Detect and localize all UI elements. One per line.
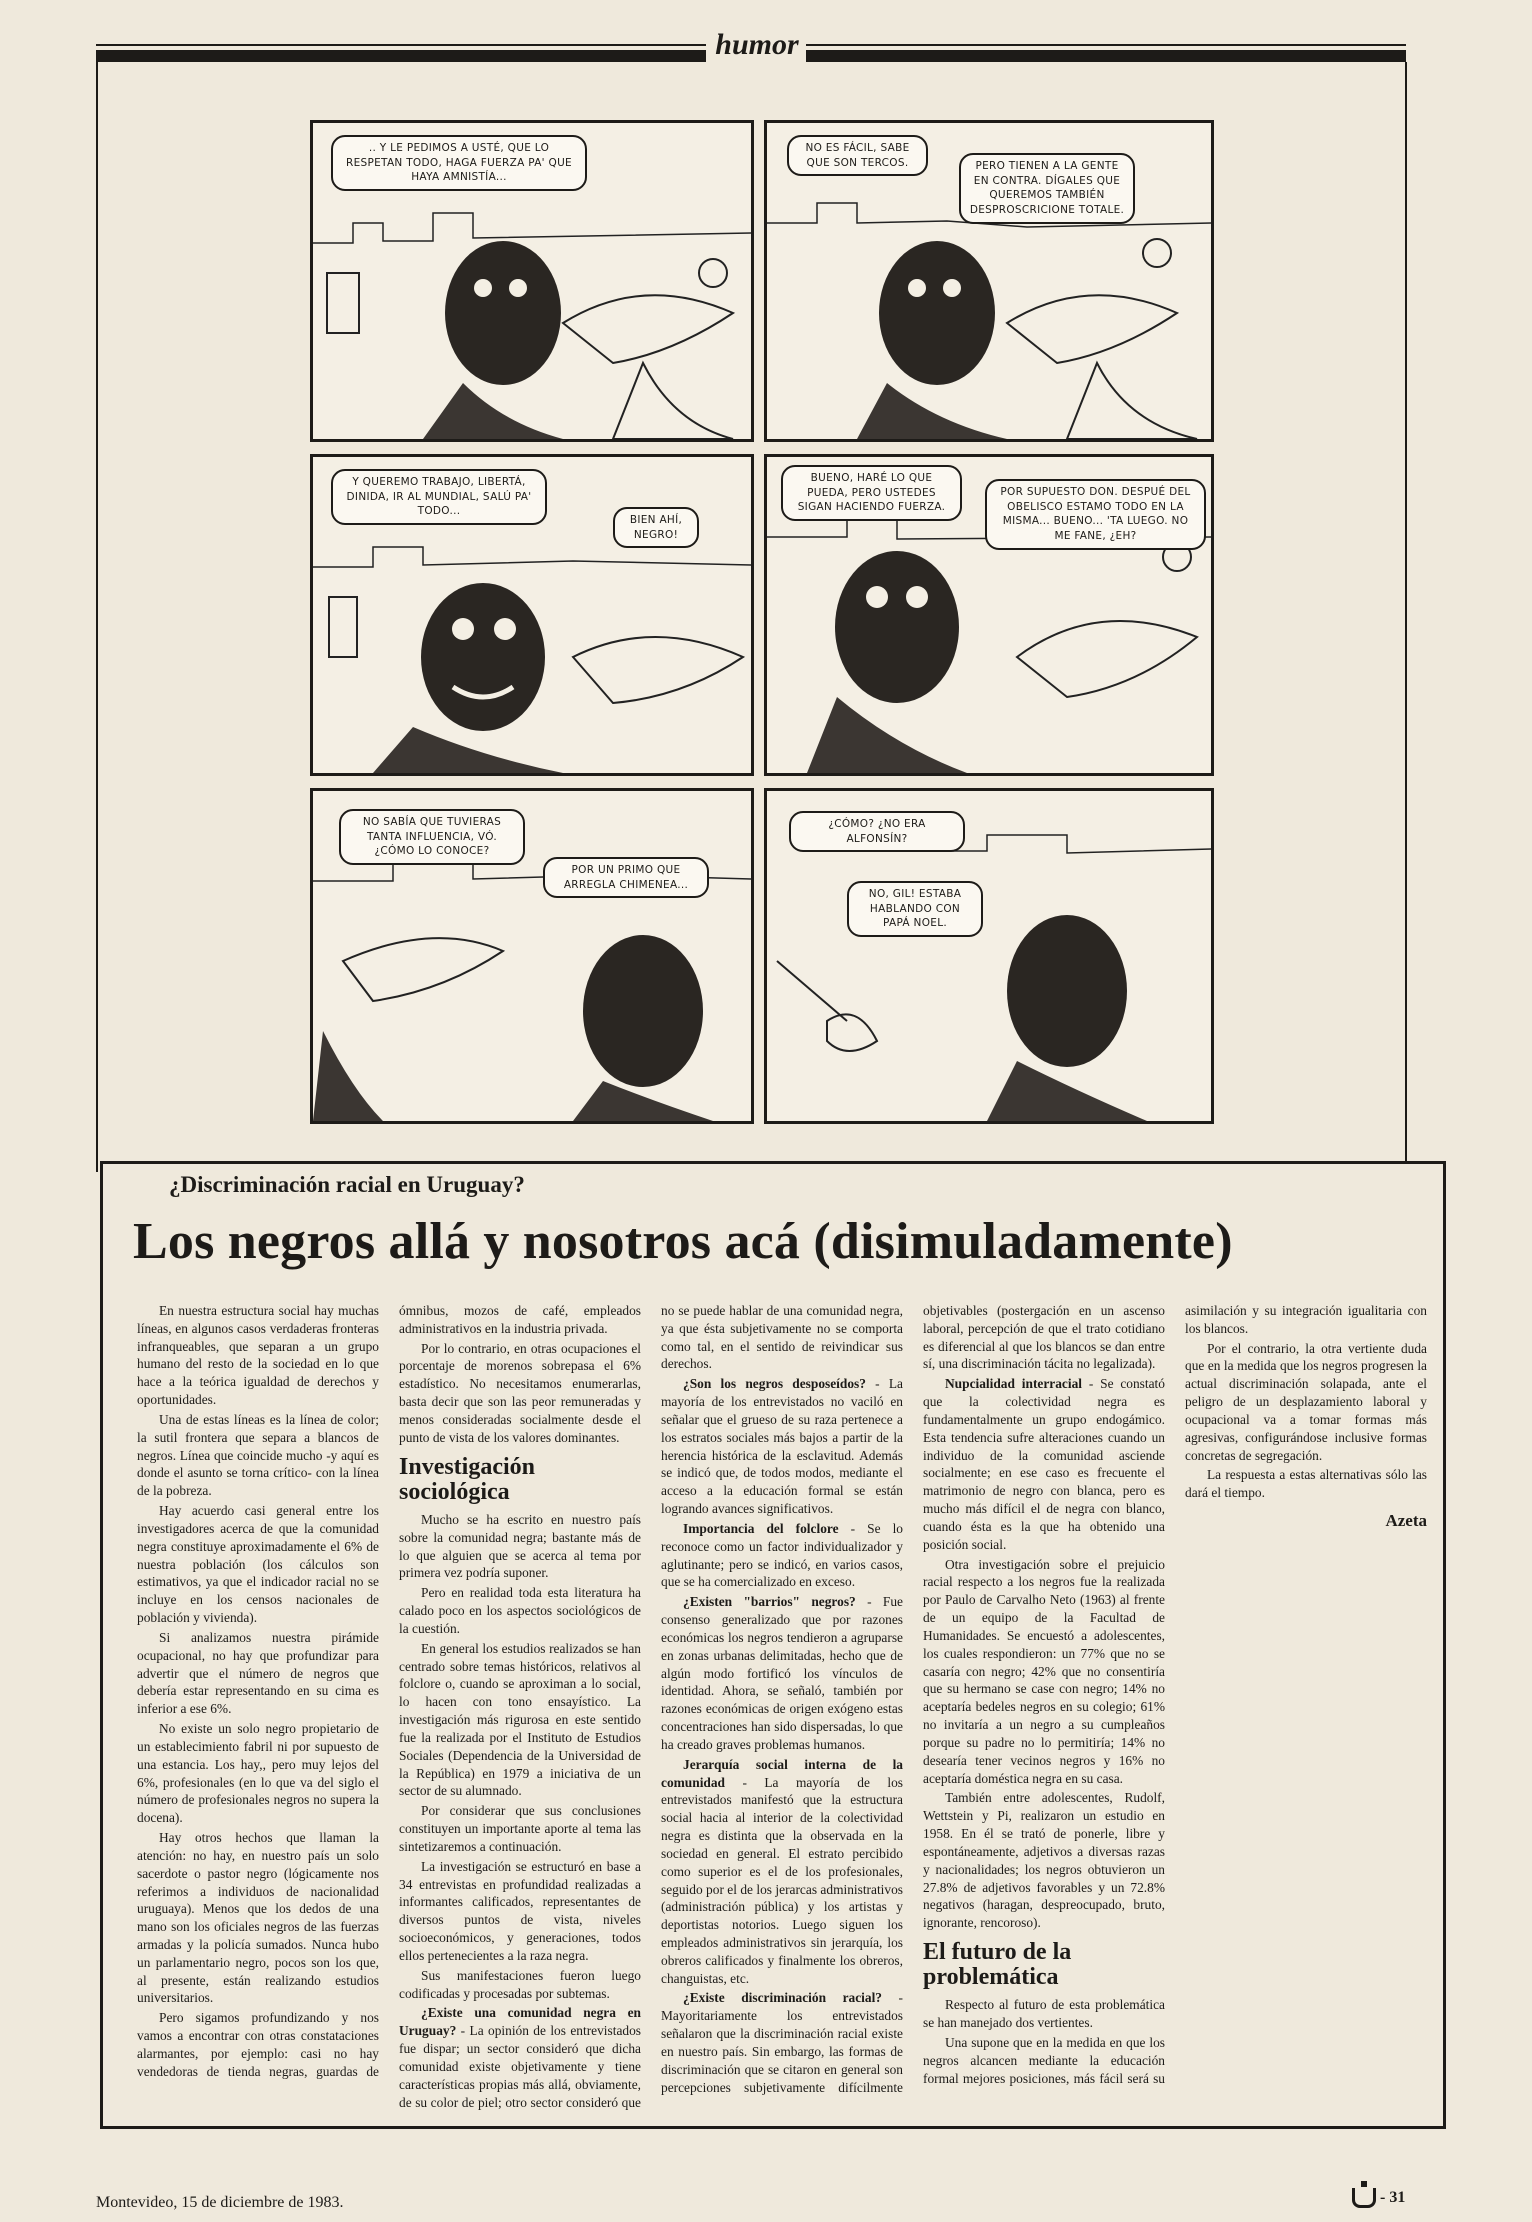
paragraph-text: - Se lo reconoce como un factor individualizador y aglutinante; pero se indicó, en varios casos, que se ha comercializado en exceso. bbox=[661, 1520, 903, 1590]
paragraph bbox=[661, 1520, 903, 1591]
paragraph: Por lo contrario, en otras ocupaciones el porcentaje de morenos sobrepasa el 6% estadístico. No necesitamos enumerarlas, basta decir que son las peor remuneradas y menos consideradas socialmente desde el punto de vista de los valores dominantes. bbox=[399, 1340, 641, 1445]
question-lead: Nupcialidad interracial bbox=[945, 1376, 1083, 1392]
article-headline: Los negros allá y nosotros acá (disimuladamente) bbox=[133, 1213, 1233, 1270]
magazine-logo-icon bbox=[1352, 2188, 1376, 2208]
speech-bubble: PERO TIENEN A LA GENTE EN CONTRA. DÍGALES QUE QUEREMOS TAMBIÉN DESPROSCRICIONE TOTALE. bbox=[959, 153, 1135, 224]
subheading-investigacion: Investigación sociológica bbox=[399, 1453, 536, 1505]
question-lead: ¿Existe una comunidad negra en Uruguay? bbox=[399, 2005, 641, 2039]
paragraph bbox=[661, 1375, 903, 1518]
paragraph: Una supone que en la medida en que los negros alcancen mediante la educación formal mejores posiciones, más fácil será su asimilación y su integración igualitaria con los blancos. bbox=[923, 1303, 1427, 2086]
speech-bubble: POR SUPUESTO DON. DESPUÉ DEL OBELISCO ESTAMO TODO EN LA MISMA... BUENO... 'TA LUEGO. NO ME FANE, ¿EH? bbox=[985, 479, 1206, 550]
question-lead: ¿Son los negros desposeídos? bbox=[683, 1376, 866, 1392]
frame-line-left bbox=[96, 62, 98, 1172]
paragraph: Hay acuerdo casi general entre los investigadores acerca de que la comunidad negra constituye aproximadamente el 6% de nuestra población (los cálculos son estimativos, ya que el indicador racial no se incluye en los censos nacionales de población y vivienda). bbox=[137, 1503, 379, 1626]
speech-bubble: NO SABÍA QUE TUVIERAS TANTA INFLUENCIA, VÓ. ¿CÓMO LO CONOCE? bbox=[339, 809, 525, 865]
section-label: humor bbox=[715, 28, 799, 61]
speech-bubble: NO, GIL! ESTABA HABLANDO CON PAPÁ NOEL. bbox=[847, 881, 983, 937]
article-body bbox=[137, 1302, 1427, 2114]
paragraph: Por considerar que sus conclusiones constituyen un importante aporte al tema las sintetizaremos a continuación. bbox=[399, 1803, 641, 1854]
paragraph: En general los estudios realizados se han centrado sobre temas históricos, relativos al folclore o, cuando se aproximan a lo social, lo hacen con tono ensayístico. La investigación más rigurosa en este sentido fue la realizada por el Instituto de Estudios Sociales (Dependencia de la Universidad de la República) en 1979 a iniciativa de un sector de su alumnado. bbox=[399, 1640, 641, 1799]
paragraph-text: - Mayoritariamente los entrevistados señalaron que la discriminación racial existe en nuestro país. Sin embargo, las formas de discriminación que se citaron en general son percepciones subjetivamente difícilmente objetivables (postergación en un ascenso laboral, percepción de que el trato cotidiano es diferencial al que los blancos se dan entre sí, una discriminación tácita no legalizada). bbox=[661, 1303, 1165, 2095]
paragraph: Mucho se ha escrito en nuestro país sobre la comunidad negra; bastante más de lo que alguien que se acerca al tema por primera vez podría suponer. bbox=[399, 1512, 641, 1581]
question-lead: Importancia del folclore bbox=[683, 1520, 839, 1536]
question-lead: Jerarquía social interna de la comunidad bbox=[661, 1756, 903, 1790]
paragraph: Respecto al futuro de esta problemática se han manejado dos vertientes. bbox=[923, 1997, 1165, 2031]
comic-panel-1 bbox=[310, 120, 754, 442]
paragraph bbox=[661, 1756, 903, 1988]
speech-bubble: Y QUEREMO TRABAJO, LIBERTÁ, DINIDA, IR AL MUNDIAL, SALÚ PA' TODO... bbox=[331, 469, 547, 525]
frame-line-right bbox=[1405, 62, 1407, 1172]
header-rule-left bbox=[96, 50, 706, 62]
comic-panel-2 bbox=[764, 120, 1214, 442]
paragraph: Una de estas líneas es la línea de color; la sutil frontera que separa a blancos de negros. Línea que coincide mucho -y aquí es donde el asunto se torna crítico- con la línea de la pobreza. bbox=[137, 1411, 379, 1499]
question-lead: ¿Existen "barrios" negros? bbox=[683, 1594, 856, 1610]
speech-bubble: .. Y LE PEDIMOS A USTÉ, QUE LO RESPETAN TODO, HAGA FUERZA PA' QUE HAYA AMNISTÍA... bbox=[331, 135, 587, 191]
paragraph: Pero en realidad toda esta literatura ha calado poco en los aspectos sociológicos de la cuestión. bbox=[399, 1585, 641, 1636]
paragraph-text: - La mayoría de los entrevistados manifestó que la estructura social hacia al interior de la colectividad negra es distinta que la observada en la sociedad en general. El estrato percibido como superior es el de los profesionales, seguido por el de los jerarcas administrativos (administración pública) y los artistas y deportistas notorios. Luego siguen los empleados administrativos sin jerarquía, los obreros calificados y finalmente los obreros, changuistas, etc. bbox=[661, 1774, 903, 1986]
paragraph: También entre adolescentes, Rudolf, Wettstein y Pi, realizaron un estudio en 1958. En él se trató de ponerle, libre y espontáneamente, adjetivos a diversas razas y nacionalidades; los negros obtuvieron un 27.8% de adjetivos favorables y un 72.8% negativos (haragan, despreocupado, bruto, ignorante, rencoroso). bbox=[923, 1790, 1165, 1931]
paragraph bbox=[923, 1375, 1165, 1553]
paragraph: La respuesta a estas alternativas sólo las dará el tiempo. bbox=[1185, 1467, 1427, 1501]
footer-dateline: Montevideo, 15 de diciembre de 1983. bbox=[96, 2194, 344, 2211]
paragraph-text: - La opinión de los entrevistados fue dispar; un sector consideró que dicha comunidad existe objetivamente y tiene características propias más allá, obviamente, de su color de piel; otro sector consideró que no se puede hablar de una comunidad negra, ya que ésta subjetivamente no se comporta como tal, en el sentido de reivindicar sus derechos. bbox=[399, 1303, 903, 2110]
article-kicker: ¿Discriminación racial en Uruguay? bbox=[169, 1172, 525, 1197]
paragraph: Sus manifestaciones fueron luego codificadas y procesadas por subtemas. bbox=[399, 1967, 641, 2001]
article-byline: Azeta bbox=[1385, 1511, 1427, 1531]
paragraph: La investigación se estructuró en base a 34 entrevistas en profundidad realizadas a informantes calificados, representantes de diversos puntos de vista, niveles socioeconómicos, y generaciones, todos ellos pertenecientes a la raza negra. bbox=[399, 1858, 641, 1963]
paragraph-text: - La mayoría de los entrevistados no vaciló en señalar que el grueso de su raza pertenece a los estratos sociales más bajos a partir de la herencia histórica de la esclavitud. Además se indicó que, de todos modos, mediante el acceso a la educación formal se están logrando avances significativos. bbox=[661, 1376, 903, 1517]
comic-panel-3 bbox=[310, 454, 754, 776]
paragraph-text: - Se constató que la colectividad negra es fundamentalmente un grupo endogámico. Esta tendencia sufre alteraciones cuando un individuo de la comunidad asciende socialmente; en ese caso es frecuente el matrimonio de negro con blanca, pero es mucho más difícil el de negra con blanco, cuando ésta es la que ha obtenido una posición social. bbox=[923, 1376, 1165, 1552]
question-lead: ¿Existe discriminación racial? bbox=[683, 1990, 882, 2006]
paragraph: No existe un solo negro propietario de un establecimiento fabril ni por supuesto de una estancia. Los hay,, pero muy lejos del 6%, profesionales (en lo que va del siglo el número de profesionales negros no supera la docena). bbox=[137, 1721, 379, 1826]
speech-bubble: BUENO, HARÉ LO QUE PUEDA, PERO USTEDES SIGAN HACIENDO FUERZA. bbox=[781, 465, 962, 521]
paragraph bbox=[661, 1593, 903, 1753]
paragraph: Si analizamos nuestra pirámide ocupacional, no hay que profundizar para advertir que el número de negros que debería estar representando en su cima es inferior a ese 6%. bbox=[137, 1629, 379, 1717]
paragraph: Hay otros hechos que llaman la atención: no hay, en nuestro país un solo sacerdote o pastor negro (lógicamente nos referimos a individuos de nacionalidad uruguaya). Menos que los dedos de una mano son los oficiales negros de las fuerzas armadas y la policía sumados. Nunca hubo un parlamentario negro, pocos son los que, al presente, están realizando estudios universitarios. bbox=[137, 1830, 379, 2006]
speech-bubble: ¿CÓMO? ¿NO ERA ALFONSÍN? bbox=[789, 811, 965, 852]
paragraph-text: - Fue consenso generalizado que por razones económicas los negros tendieron a agruparse en zonas urbanas delimitadas, hecho que de algún modo fortificó los vínculos de identidad. Ahora, se señaló, también por razones económicas de origen exógeno estas concentraciones han sido dispersadas, lo que ha creado graves problemas humanos. bbox=[661, 1594, 903, 1752]
header-rule-right bbox=[806, 50, 1406, 62]
paragraph: En nuestra estructura social hay muchas líneas, en algunos casos verdaderas fronteras infranqueables, que separan a un grupo humano del resto de la sociedad en lo que hace a la teórica igualdad de derechos y oportunidades. bbox=[137, 1303, 379, 1408]
speech-bubble: NO ES FÁCIL, SABE QUE SON TERCOS. bbox=[787, 135, 928, 176]
comic-panel-6 bbox=[764, 788, 1214, 1124]
paragraph: Por el contrario, la otra vertiente duda que en la medida que los negros progresen la actual discriminación solapada, ante el peligro de un desplazamiento laboral y ocupacional va a tomar formas más agresivas, configurándose inclusive formas concretas de segregación. bbox=[1185, 1340, 1427, 1463]
paragraph: Pero sigamos profundizando y nos vamos a encontrar con otras constataciones alarmantes, por ejemplo: casi no hay vendedoras de tienda negras, guardas de ómnibus, mozos de café, empleados administrativos en la industria privada. bbox=[137, 1303, 641, 2079]
comic-panel-4 bbox=[764, 454, 1214, 776]
subheading-futuro: El futuro de la problemática bbox=[923, 1938, 1072, 1991]
page-number: - 31 bbox=[1380, 2189, 1406, 2206]
article-box bbox=[100, 1161, 1446, 2129]
comic-panel-5 bbox=[310, 788, 754, 1124]
speech-bubble: BIEN AHÍ, NEGRO! bbox=[613, 507, 699, 548]
comic-strip bbox=[310, 120, 1218, 1118]
paragraph: Otra investigación sobre el prejuicio racial respecto a los negros fue la realizada por Paulo de Carvalho Neto (1963) al frente de un equipo de la Facultad de Humanidades. Se encuestó a adolescentes, los cuales respondieron: un 77% que no se casaría con negro; 42% que no consentiría que su hermano se case con negro; 14% no aceptaría bedeles negros en su colegio; 61% no invitaría a un negro a su cumpleaños porque su padre no lo permitiría; 14% no desearía tener vecinos negros y 16% no aceptaría doméstica negra en su casa. bbox=[923, 1556, 1165, 1786]
speech-bubble: POR UN PRIMO QUE ARREGLA CHIMENEA... bbox=[543, 857, 709, 898]
footer-page bbox=[1352, 2188, 1405, 2208]
